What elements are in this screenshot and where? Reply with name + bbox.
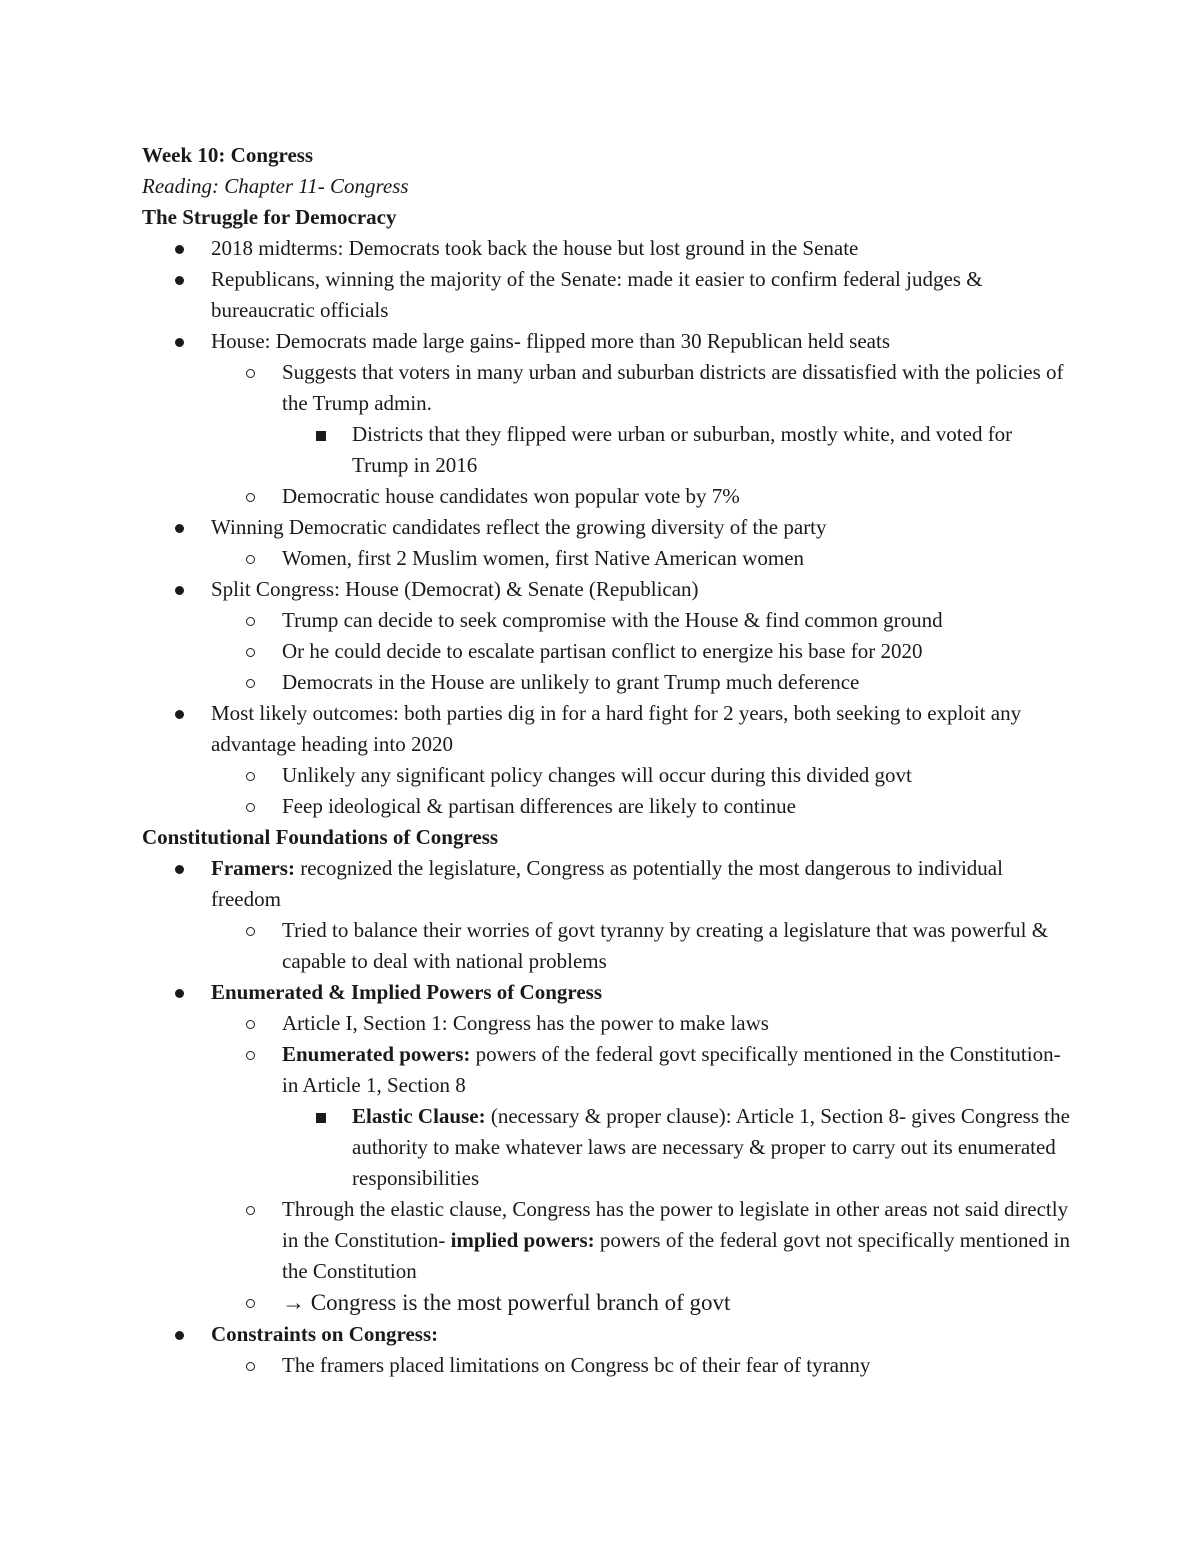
- bullet-icon: [175, 524, 184, 533]
- circle-bullet-icon: [246, 648, 255, 657]
- circle-bullet-icon: [246, 1299, 255, 1308]
- circle-bullet-icon: [246, 1206, 255, 1215]
- bullet-icon: [175, 276, 184, 285]
- list-item: Democratic house candidates won popular vote by 7%: [142, 481, 1072, 512]
- circle-bullet-icon: [246, 493, 255, 502]
- circle-bullet-icon: [246, 1051, 255, 1060]
- list-item: Through the elastic clause, Congress has the power to legislate in other areas not said directly in the Constitution- implied powers: powers of the federal govt not specifically mentioned in the Constitution: [142, 1194, 1072, 1287]
- circle-bullet-icon: [246, 555, 255, 564]
- list-item: Winning Democratic candidates reflect the growing diversity of the party: [142, 512, 1072, 543]
- bullet-icon: [175, 338, 184, 347]
- list-item: Framers: recognized the legislature, Congress as potentially the most dangerous to individual freedom: [142, 853, 1072, 915]
- list-item: Article I, Section 1: Congress has the power to make laws: [142, 1008, 1072, 1039]
- bullet-icon: [175, 989, 184, 998]
- circle-bullet-icon: [246, 927, 255, 936]
- circle-bullet-icon: [246, 803, 255, 812]
- document-page: [142, 140, 1072, 1381]
- square-bullet-icon: [316, 431, 326, 441]
- bullet-icon: [175, 245, 184, 254]
- square-bullet-icon: [316, 1113, 326, 1123]
- list-item: Women, first 2 Muslim women, first Native American women: [142, 543, 1072, 574]
- circle-bullet-icon: [246, 1362, 255, 1371]
- circle-bullet-icon: [246, 1020, 255, 1029]
- section-struggle-list: [142, 233, 1072, 822]
- bullet-icon: [175, 865, 184, 874]
- document-title: Week 10: Congress: [142, 143, 314, 167]
- list-item: Constraints on Congress:: [142, 1319, 1072, 1350]
- circle-bullet-icon: [246, 679, 255, 688]
- section-heading-constitutional: Constitutional Foundations of Congress: [142, 825, 499, 849]
- list-item: Unlikely any significant policy changes will occur during this divided govt: [142, 760, 1072, 791]
- list-item: The framers placed limitations on Congress bc of their fear of tyranny: [142, 1350, 1072, 1381]
- section-constitutional-list: [142, 853, 1072, 1381]
- list-item: Split Congress: House (Democrat) & Senate (Republican): [142, 574, 1072, 605]
- bullet-icon: [175, 710, 184, 719]
- list-item: Or he could decide to escalate partisan conflict to energize his base for 2020: [142, 636, 1072, 667]
- list-item: → Congress is the most powerful branch of govt: [142, 1287, 1072, 1319]
- list-item: Districts that they flipped were urban or suburban, mostly white, and voted for Trump in 2016: [142, 419, 1072, 481]
- list-item: 2018 midterms: Democrats took back the house but lost ground in the Senate: [142, 233, 1072, 264]
- circle-bullet-icon: [246, 617, 255, 626]
- list-item: Enumerated powers: powers of the federal govt specifically mentioned in the Constitution- in Article 1, Section 8: [142, 1039, 1072, 1101]
- bullet-icon: [175, 1331, 184, 1340]
- list-item: Enumerated & Implied Powers of Congress: [142, 977, 1072, 1008]
- list-item: Elastic Clause: (necessary & proper clause): Article 1, Section 8- gives Congress the authority to make whatever laws are necessary & proper to carry out its enumerated responsibilities: [142, 1101, 1072, 1194]
- circle-bullet-icon: [246, 772, 255, 781]
- bullet-icon: [175, 586, 184, 595]
- list-item: Trump can decide to seek compromise with the House & find common ground: [142, 605, 1072, 636]
- list-item: House: Democrats made large gains- flipped more than 30 Republican held seats: [142, 326, 1072, 357]
- list-item: Suggests that voters in many urban and suburban districts are dissatisfied with the policies of the Trump admin.: [142, 357, 1072, 419]
- list-item: Republicans, winning the majority of the Senate: made it easier to confirm federal judges & bureaucratic officials: [142, 264, 1072, 326]
- circle-bullet-icon: [246, 369, 255, 378]
- list-item: Feep ideological & partisan differences are likely to continue: [142, 791, 1072, 822]
- reading-subtitle: Reading: Chapter 11- Congress: [142, 174, 409, 198]
- list-item: Democrats in the House are unlikely to grant Trump much deference: [142, 667, 1072, 698]
- list-item: Most likely outcomes: both parties dig in for a hard fight for 2 years, both seeking to exploit any advantage heading into 2020: [142, 698, 1072, 760]
- section-heading-struggle: The Struggle for Democracy: [142, 205, 397, 229]
- list-item: Tried to balance their worries of govt tyranny by creating a legislature that was powerful & capable to deal with national problems: [142, 915, 1072, 977]
